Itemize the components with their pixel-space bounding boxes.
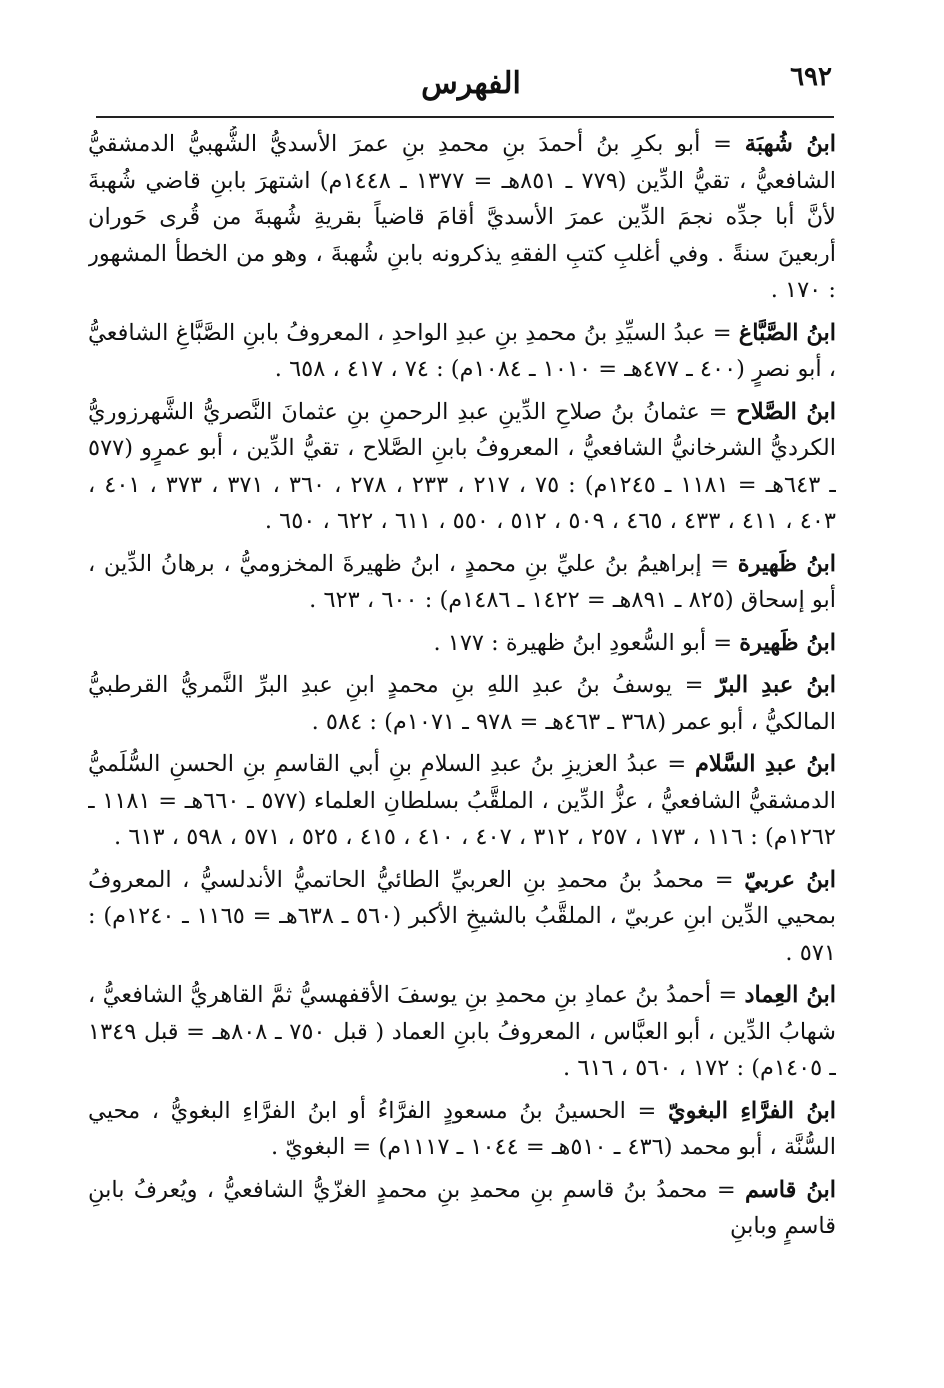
index-entry bbox=[88, 315, 836, 388]
index-entry bbox=[88, 1172, 836, 1245]
entry-text: = أحمدُ بنُ عمادِ بنِ محمدِ بنِ يوسفَ الأقفهسيُّ ثمَّ القاهريُّ الشافعيُّ ، شهابُ الدِّين ، أبو العبَّاس ، المعروفُ بابنِ العماد ( قبل ٧٥٠ ـ ٨٠٨هـ = قبل ١٣٤٩ ـ ١٤٠٥م) : ١٧٢ ، ٥٦٠ ، ٦١٦ . bbox=[88, 982, 836, 1081]
page-header bbox=[110, 62, 832, 110]
running-title: الفهرس bbox=[421, 66, 521, 101]
entry-term: ابنُ قاسم bbox=[744, 1176, 836, 1203]
index-entry bbox=[88, 977, 836, 1087]
page-number: ٦٩٢ bbox=[790, 62, 832, 92]
entry-term: ابنُ ظَهيرة bbox=[739, 629, 836, 656]
entry-text: = الحسينُ بنُ مسعودٍ الفرَّاءُ أو ابنُ الفرَّاءِ البغويُّ ، محيي السُّنَّة ، أبو محمد (٤٣٦ ـ ٥١٠هـ = ١٠٤٤ ـ ١١١٧م) = البغويّ . bbox=[88, 1097, 836, 1160]
index-entry bbox=[88, 746, 836, 856]
index-entry bbox=[88, 862, 836, 972]
index-entry bbox=[88, 394, 836, 540]
entry-term: ابنُ ظَهيرة bbox=[737, 550, 836, 577]
entry-text: = إبراهيمُ بنُ عليِّ بنِ محمدٍ ، ابنُ ظهيرةَ المخزوميُّ ، برهانُ الدِّين ، أبو إسحاق (٨٢٥ ـ ٨٩١هـ = ١٤٢٢ ـ ١٤٨٦م) : ٦٠٠ ، ٦٢٣ . bbox=[88, 550, 836, 613]
index-entry bbox=[88, 625, 836, 662]
index-entry bbox=[88, 126, 836, 309]
entry-term: ابنُ شُهبَة bbox=[744, 131, 836, 157]
index-entry bbox=[88, 546, 836, 619]
index-entries bbox=[88, 126, 836, 1348]
entry-term: ابنُ عبدِ البرّ bbox=[715, 672, 836, 698]
entry-text: = عثمانُ بنُ صلاحِ الدِّينِ عبدِ الرحمنِ بنِ عثمانَ النَّصريُّ الشَّهرزوريُّ الكرديُّ الشرخانيُّ الشافعيُّ ، المعروفُ بابنِ الصَّلاح ، تقيُّ الدِّين ، أبو عمرٍو (٥٧٧ ـ ٦٤٣هـ = ١١٨١ ـ ١٢٤٥م) : ٧٥ ، ٢١٧ ، ٢٣٣ ، ٢٧٨ ، ٣٦٠ ، ٣٧١ ، ٣٧٣ ، ٤٠١ ، ٤٠٣ ، ٤١١ ، ٤٣٣ ، ٤٦٥ ، ٥٠٩ ، ٥١٢ ، ٥٥٠ ، ٦١١ ، ٦٢٢ ، ٦٥٠ . bbox=[88, 398, 836, 534]
entry-term: ابنُ الصَّلاح bbox=[736, 398, 836, 425]
entry-text: = أبو السُّعودِ ابنُ ظهيرة : ١٧٧ . bbox=[433, 629, 740, 656]
entry-term: ابنُ العِماد bbox=[744, 982, 836, 1008]
entry-text: = عبدُ العزيزِ بنُ عبدِ السلامِ بنِ أبي القاسمِ بنِ الحسنِ السُّلَميُّ الدمشقيُّ الشافعيُّ ، عزُّ الدِّين ، الملقَّبُ بسلطانِ العلماء (٥٧٧ ـ ٦٦٠هـ = ١١٨١ ـ ١٢٦٢م) : ١١٦ ، ١٧٣ ، ٢٥٧ ، ٣١٢ ، ٤٠٧ ، ٤١٠ ، ٤١٥ ، ٥٢٥ ، ٥٧١ ، ٥٩٨ ، ٦١٣ . bbox=[88, 751, 836, 850]
entry-term: ابنُ عبدِ السَّلام bbox=[694, 751, 836, 777]
entry-text: = محمدُ بنُ قاسمِ بنِ محمدِ بنِ محمدٍ الغزّيُّ الشافعيُّ ، ويُعرفُ بابنِ قاسمٍ وبابنِ bbox=[88, 1176, 836, 1239]
entry-text: = عبدُ السيِّدِ بنُ محمدِ بنِ عبدِ الواحدِ ، المعروفُ بابنِ الصَّبَّاغِ الشافعيُّ ، أبو نصرٍ (٤٠٠ ـ ٤٧٧هـ = ١٠١٠ ـ ١٠٨٤م) : ٧٤ ، ٤١٧ ، ٦٥٨ . bbox=[88, 319, 836, 382]
entry-text: = محمدُ بنُ محمدِ بنِ العربيِّ الطائيُّ الحاتميُّ الأندلسيُّ ، المعروفُ بمحيي الدِّين ابنِ عربيّ ، الملقَّبُ بالشيخِ الأكبر (٥٦٠ ـ ٦٣٨هـ = ١١٦٥ ـ ١٢٤٠م) : ٥٧١ . bbox=[88, 866, 836, 966]
index-entry bbox=[88, 667, 836, 740]
index-entry bbox=[88, 1093, 836, 1166]
entry-term: ابنُ عربيّ bbox=[744, 866, 836, 893]
entry-term: ابنُ الفرَّاءِ البغويّ bbox=[668, 1097, 836, 1124]
entry-text: = أبو بكرِ بنُ أحمدَ بنِ محمدِ بنِ عمرَ الأسديُّ الشُّهبيُّ الدمشقيُّ الشافعيُّ ، تقيُّ الدِّين (٧٧٩ ـ ٨٥١هـ = ١٣٧٧ ـ ١٤٤٨م) اشتهرَ بابنِ قاضي شُهبةَ لأنَّ أبا جدِّه نجمَ الدِّين عمرَ الأسديَّ أقامَ قاضياً بقريةِ شُهبةَ من قُرى حَوران أربعينَ سنةً . وفي أغلبِ كتبِ الفقهِ يذكرونه بابنِ شُهبةَ ، وهو من الخطأ المشهور : ١٧٠ . bbox=[88, 131, 836, 303]
entry-text: = يوسفُ بنُ عبدِ اللهِ بنِ محمدٍ ابنِ عبدِ البرِّ النَّمريُّ القرطبيُّ المالكيُّ ، أبو عمر (٣٦٨ ـ ٤٦٣هـ = ٩٧٨ ـ ١٠٧١م) : ٥٨٤ . bbox=[88, 672, 836, 735]
header-rule bbox=[96, 116, 834, 118]
entry-term: ابنُ الصَّبَّاغ bbox=[738, 319, 836, 346]
